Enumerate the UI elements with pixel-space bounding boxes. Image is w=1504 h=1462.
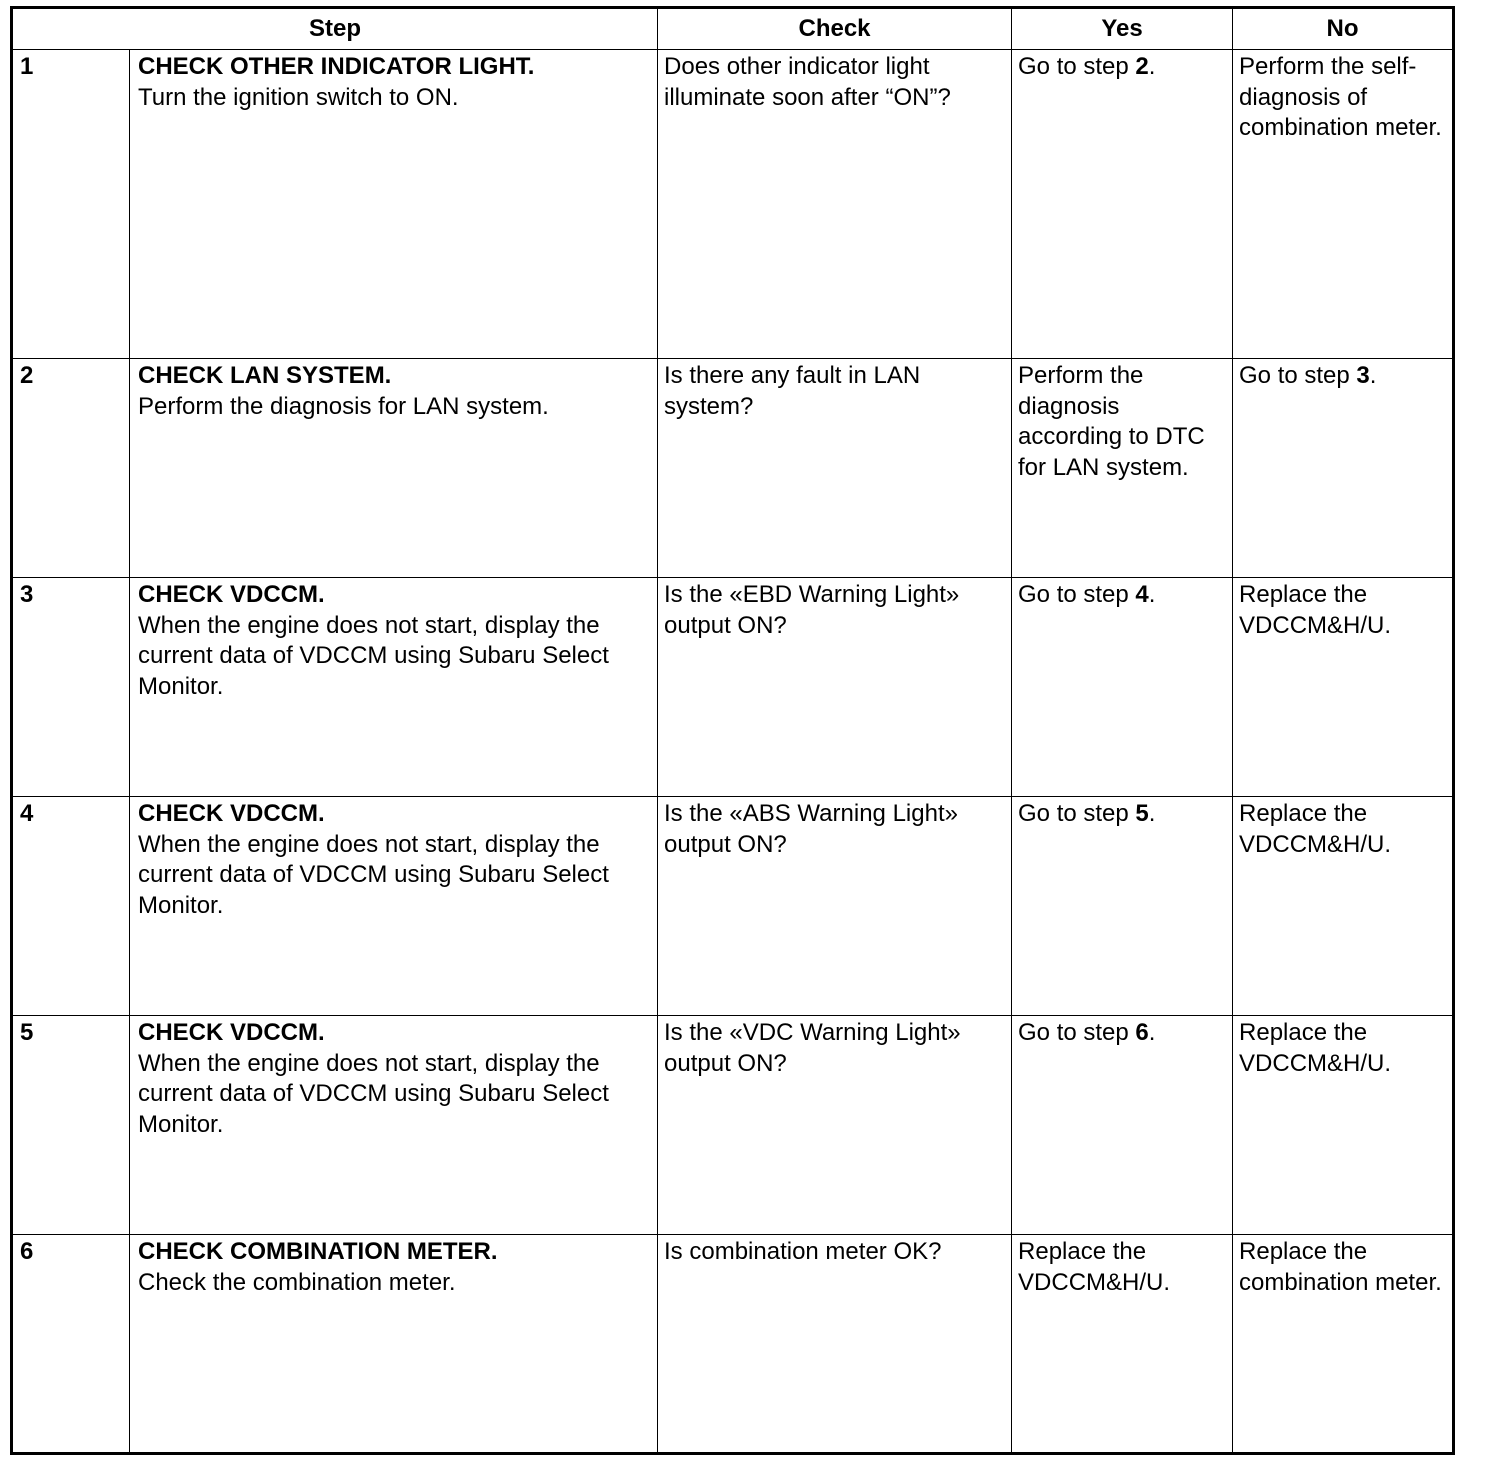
yes-cell — [1012, 797, 1233, 1016]
yes-step-ref: 4 — [1135, 581, 1149, 608]
yes-text: Replace the VDCCM&H/U. — [1018, 1238, 1171, 1296]
check-text: Does other indicator light illuminate soon after “ON”? — [664, 53, 951, 111]
check-text: Is the «ABS Warning Light» output ON? — [664, 800, 958, 858]
yes-step-ref: 6 — [1135, 1019, 1149, 1046]
step-body: Check the combination meter. — [138, 1268, 456, 1296]
table-row — [12, 578, 1454, 797]
check-cell — [658, 50, 1012, 359]
step-number: 4 — [20, 800, 34, 827]
yes-cell — [1012, 578, 1233, 797]
header-step: Step — [12, 8, 658, 50]
yes-text: Go to step 6. — [1018, 1019, 1156, 1046]
step-number-cell — [12, 578, 130, 797]
step-description-cell — [130, 797, 658, 1016]
step-title: CHECK VDCCM. — [138, 581, 325, 608]
step-body: Turn the ignition switch to ON. — [138, 83, 459, 111]
check-cell — [658, 1235, 1012, 1454]
no-text: Replace the VDCCM&H/U. — [1239, 800, 1392, 858]
step-description-cell — [130, 50, 658, 359]
step-description-cell — [130, 1016, 658, 1235]
step-number: 3 — [20, 581, 34, 608]
step-title: CHECK LAN SYSTEM. — [138, 362, 392, 389]
header-yes: Yes — [1012, 8, 1233, 50]
yes-cell — [1012, 1235, 1233, 1454]
step-body: When the engine does not start, display the current data of VDCCM using Subaru Select Monitor. — [138, 830, 609, 919]
header-check: Check — [658, 8, 1012, 50]
no-text: Replace the VDCCM&H/U. — [1239, 1019, 1392, 1077]
no-text: Perform the self-diagnosis of combination meter. — [1239, 53, 1442, 141]
step-number-cell — [12, 359, 130, 578]
no-cell — [1233, 1235, 1454, 1454]
step-number-cell — [12, 50, 130, 359]
step-number: 5 — [20, 1019, 34, 1046]
step-number: 2 — [20, 362, 34, 389]
step-number-cell — [12, 797, 130, 1016]
check-text: Is there any fault in LAN system? — [664, 362, 921, 420]
step-title: CHECK OTHER INDICATOR LIGHT. — [138, 53, 535, 80]
step-body: Perform the diagnosis for LAN system. — [138, 392, 549, 420]
check-text: Is the «EBD Warning Light» output ON? — [664, 581, 960, 639]
no-text: Replace the VDCCM&H/U. — [1239, 581, 1392, 639]
yes-cell — [1012, 50, 1233, 359]
no-cell — [1233, 1016, 1454, 1235]
no-cell — [1233, 578, 1454, 797]
no-text: Replace the combination meter. — [1239, 1238, 1442, 1296]
yes-step-ref: 2 — [1135, 53, 1149, 80]
check-cell — [658, 578, 1012, 797]
no-step-ref: 3 — [1356, 362, 1370, 389]
yes-step-ref: 5 — [1135, 800, 1149, 827]
no-text: Go to step 3. — [1239, 362, 1377, 389]
no-cell — [1233, 50, 1454, 359]
step-number-cell — [12, 1235, 130, 1454]
table-row — [12, 797, 1454, 1016]
step-number: 1 — [20, 53, 34, 80]
step-description-cell — [130, 1235, 658, 1454]
table-row — [12, 359, 1454, 578]
step-title: CHECK VDCCM. — [138, 1019, 325, 1046]
check-cell — [658, 797, 1012, 1016]
header-row — [12, 8, 1454, 50]
table-row — [12, 1235, 1454, 1454]
table-row — [12, 50, 1454, 359]
check-text: Is combination meter OK? — [664, 1238, 942, 1265]
check-cell — [658, 1016, 1012, 1235]
check-cell — [658, 359, 1012, 578]
yes-text: Go to step 4. — [1018, 581, 1156, 608]
step-number: 6 — [20, 1238, 34, 1265]
step-description-cell — [130, 359, 658, 578]
diagnostic-table — [10, 6, 1455, 1455]
yes-cell — [1012, 1016, 1233, 1235]
step-body: When the engine does not start, display the current data of VDCCM using Subaru Select Monitor. — [138, 1049, 609, 1138]
step-body: When the engine does not start, display the current data of VDCCM using Subaru Select Monitor. — [138, 611, 609, 700]
table-row — [12, 1016, 1454, 1235]
no-cell — [1233, 797, 1454, 1016]
check-text: Is the «VDC Warning Light» output ON? — [664, 1019, 961, 1077]
yes-cell — [1012, 359, 1233, 578]
yes-text: Go to step 5. — [1018, 800, 1156, 827]
step-title: CHECK COMBINATION METER. — [138, 1238, 498, 1265]
step-number-cell — [12, 1016, 130, 1235]
step-title: CHECK VDCCM. — [138, 800, 325, 827]
no-cell — [1233, 359, 1454, 578]
step-description-cell — [130, 578, 658, 797]
header-no: No — [1233, 8, 1454, 50]
yes-text: Perform the diagnosis according to DTC for LAN system. — [1018, 362, 1205, 481]
yes-text: Go to step 2. — [1018, 53, 1156, 80]
